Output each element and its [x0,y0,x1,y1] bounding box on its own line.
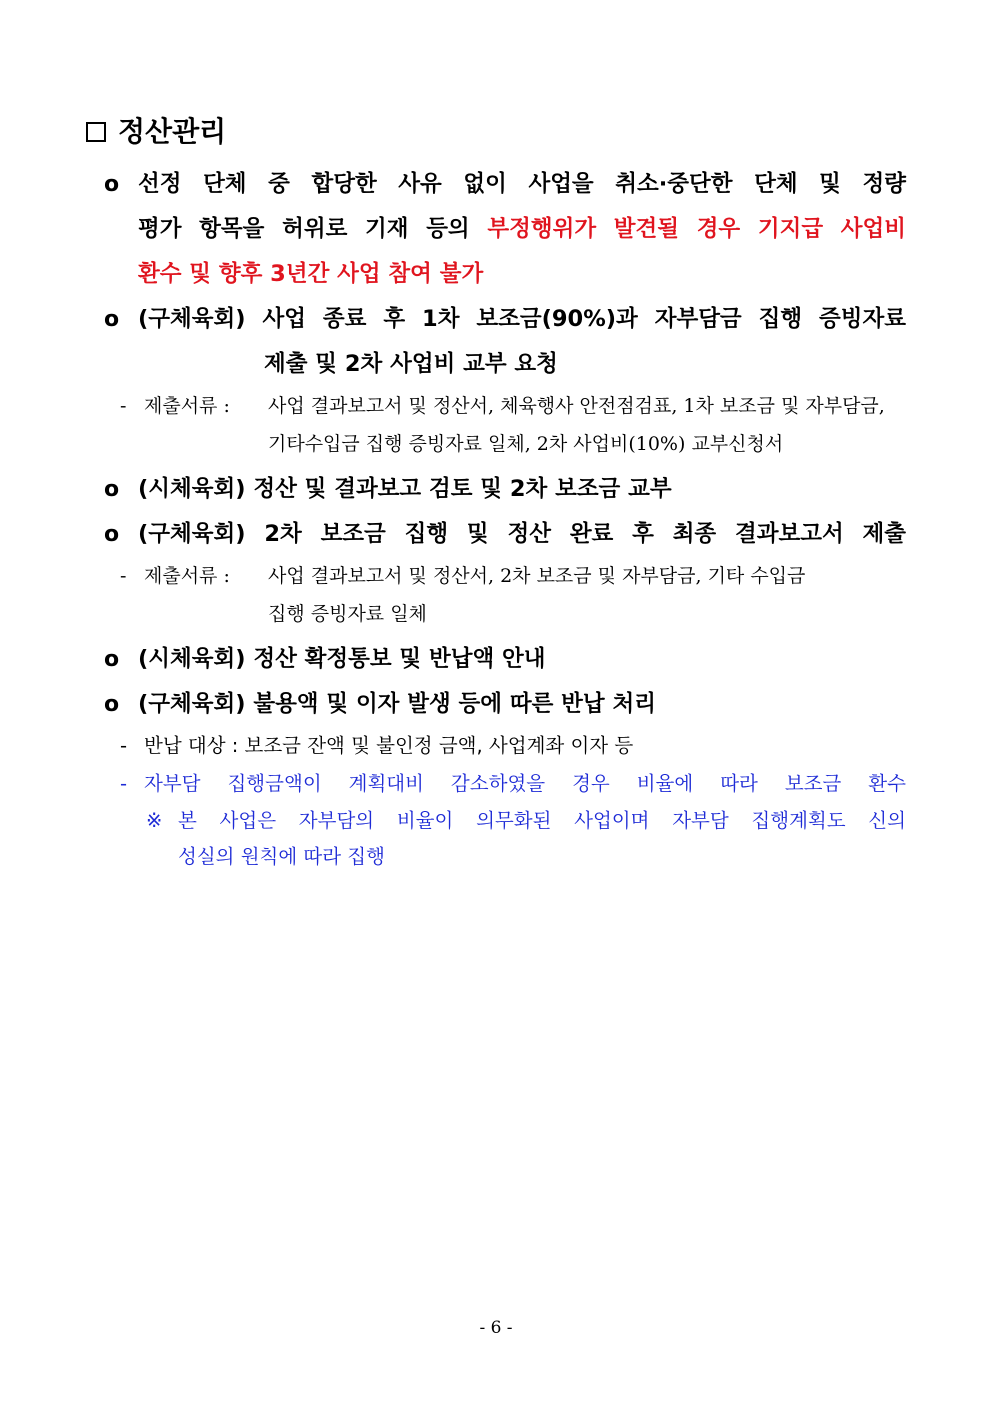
bullet-5-text: (시체육회) 정산 확정통보 및 반납액 안내 [138,646,546,672]
sub-item-refund-target [86,727,906,765]
section-title: 정산관리 [118,115,227,148]
page-number: - 6 - [479,1318,513,1338]
bullet-item-4 [86,512,906,557]
sub-2-line-1: 사업 결과보고서 및 정산서, 2차 보조금 및 자부담금, 기타 수입금 [268,565,806,587]
sub-dash: - [120,734,128,757]
bullet-2-line-2: 제출 및 2차 사업비 교부 요청 [264,351,558,377]
bullet-item-2 [86,297,906,387]
bullet-4-text: (구체육회) 2차 보조금 집행 및 정산 완료 후 최종 결과보고서 제출 [138,521,906,547]
bullet-1-line-2-plain: 평가 항목을 허위로 기재 등의 [138,216,488,242]
bullet-1-line-1: 선정 단체 중 합당한 사유 없이 사업을 취소·중단한 단체 및 정량 [138,171,906,197]
bullet-6-text: (구체육회) 불용액 및 이자 발생 등에 따른 반납 처리 [138,691,656,717]
bullet-marker: o [104,522,120,547]
note-item [86,803,906,875]
sub-1-line-2: 기타수입금 집행 증빙자료 일체, 2차 사업비(10%) 교부신청서 [268,433,784,455]
bullet-marker: o [104,647,120,672]
note-line-1: 본 사업은 자부담의 비율이 의무화된 사업이며 자부담 집행계획도 신의 [178,809,906,832]
bullet-marker: o [104,477,120,502]
sub-dash: - [120,772,128,795]
sub-item-self-burden-refund [86,765,906,803]
note-line-2: 성실의 원칙에 따라 집행 [178,845,385,868]
bullet-item-1 [86,162,906,297]
sub-dash: - [120,395,127,417]
section-heading [86,112,906,152]
bullet-item-5 [86,637,906,682]
bullet-3-text: (시체육회) 정산 및 결과보고 검토 및 2차 보조금 교부 [138,476,672,502]
bullet-1-line-2-red: 부정행위가 발견될 경우 기지급 사업비 [487,216,906,242]
sub-2-line-2: 집행 증빙자료 일체 [268,603,427,625]
bullet-marker: o [104,692,120,717]
bullet-2-line-1: (구체육회) 사업 종료 후 1차 보조금(90%)과 자부담금 집행 증빙자료 [138,306,906,332]
sub-dash: - [120,565,127,587]
sub-item-submission-docs-2 [86,557,906,633]
sub-item-submission-docs-1 [86,387,906,463]
sub-2-label: 제출서류 : [144,565,230,587]
bullet-1-line-2 [138,207,906,252]
sub-1-line-1: 사업 결과보고서 및 정산서, 체육행사 안전점검표, 1차 보조금 및 자부담금, [268,395,885,417]
bullet-item-3 [86,467,906,512]
square-outline-icon [86,122,106,142]
bullet-1-line-3-red: 환수 및 향후 3년간 사업 참여 불가 [138,261,484,287]
sub-4-text: 자부담 집행금액이 계획대비 감소하였을 경우 비율에 따라 보조금 환수 [144,772,906,795]
sub-1-label: 제출서류 : [144,395,230,417]
bullet-item-6 [86,682,906,727]
bullet-marker: o [104,172,120,197]
reference-mark-icon: ※ [146,809,163,832]
bullet-marker: o [104,307,120,332]
sub-3-text: 반납 대상 : 보조금 잔액 및 불인정 금액, 사업계좌 이자 등 [144,734,634,757]
